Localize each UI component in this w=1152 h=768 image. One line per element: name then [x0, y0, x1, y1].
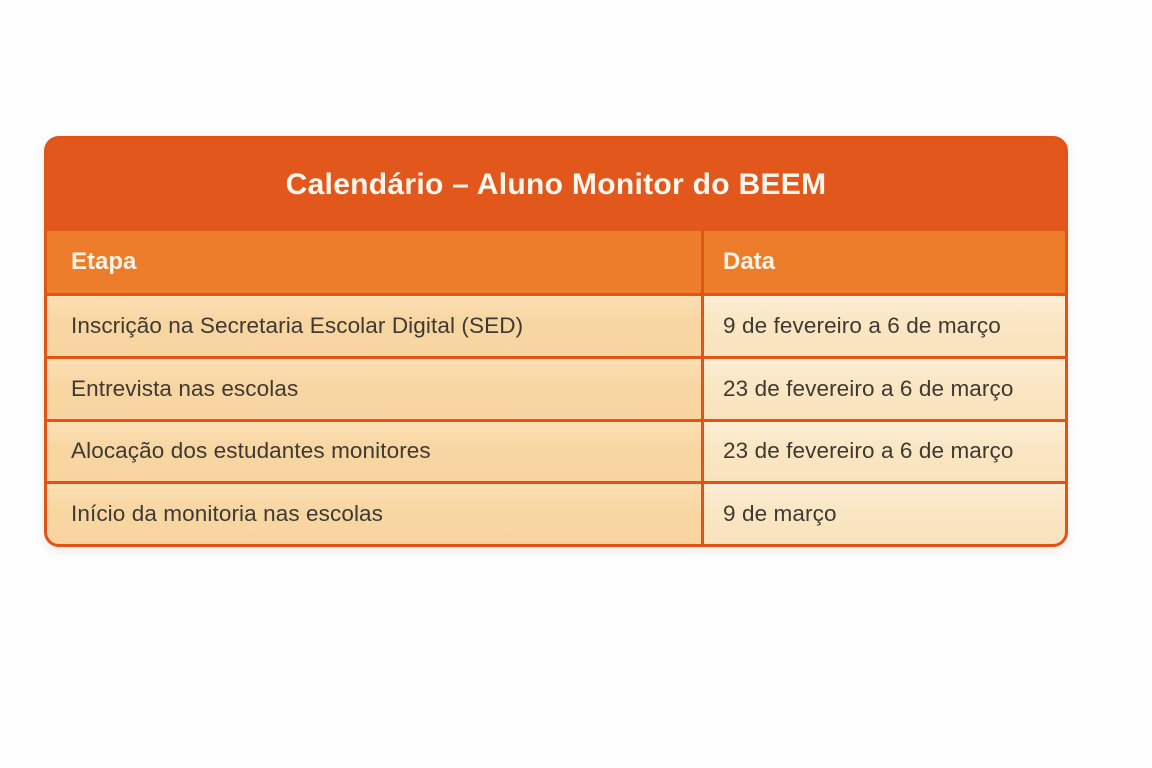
cell-etapa: Entrevista nas escolas	[47, 359, 704, 419]
cell-etapa: Alocação dos estudantes monitores	[47, 422, 704, 482]
cell-data: 23 de fevereiro a 6 de março	[704, 359, 1065, 419]
table-row	[47, 481, 1065, 544]
cell-data: 9 de março	[704, 484, 1065, 544]
table-row	[47, 356, 1065, 419]
table-row	[47, 293, 1065, 356]
table-header-row	[47, 231, 1065, 293]
cell-data: 23 de fevereiro a 6 de março	[704, 422, 1065, 482]
column-header-etapa: Etapa	[47, 231, 704, 293]
cell-etapa: Início da monitoria nas escolas	[47, 484, 704, 544]
table-body	[47, 293, 1065, 544]
table-title-bar	[47, 139, 1065, 231]
table-title: Calendário – Aluno Monitor do BEEM	[285, 168, 827, 201]
calendar-table-card	[44, 136, 1068, 547]
column-header-data: Data	[723, 248, 776, 275]
cell-data: 9 de fevereiro a 6 de março	[704, 296, 1065, 356]
table-row	[47, 419, 1065, 482]
cell-etapa: Inscrição na Secretaria Escolar Digital (SED)	[47, 296, 704, 356]
